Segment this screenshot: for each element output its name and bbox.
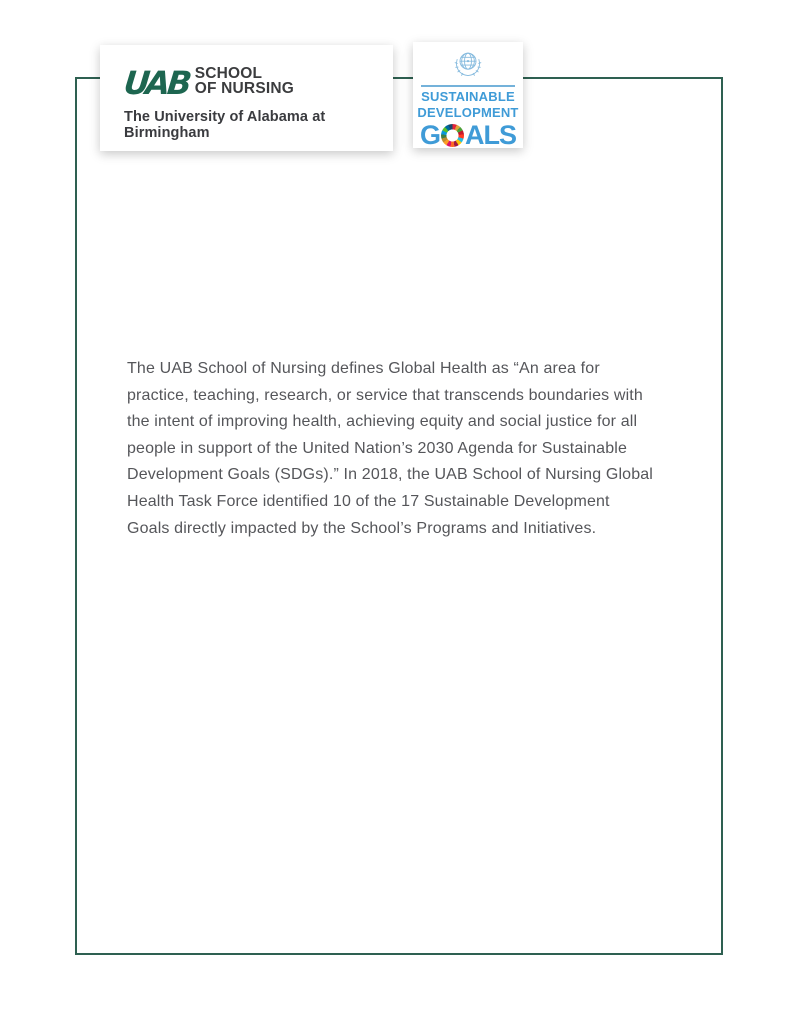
- uab-school-of-nursing-logo: [100, 45, 393, 151]
- uab-university-name: The University of Alabama at Birmingham: [124, 109, 326, 141]
- uab-monogram-icon: UAB: [122, 64, 191, 102]
- sdg-logo: [413, 42, 523, 148]
- sdg-text-sustainable: SUSTAINABLE: [421, 89, 515, 104]
- sdg-goals-wordmark: [420, 122, 516, 148]
- uab-school-line1: SCHOOL: [194, 65, 263, 82]
- un-emblem-icon: [450, 49, 486, 82]
- paragraph-line: people in support of the United Nation’s 2030 Agenda for Sustainable: [127, 439, 628, 457]
- global-health-definition-paragraph: [127, 356, 653, 542]
- sdg-divider-line: [421, 85, 515, 87]
- sdg-goals-letters-als: ALS: [465, 120, 516, 150]
- paragraph-line: Development Goals (SDGs).” In 2018, the UAB School of Nursing Global: [127, 466, 653, 484]
- sdg-goals-letter-g: G: [419, 120, 440, 150]
- uab-school-wordmark: [195, 67, 294, 96]
- sdg-color-wheel-icon: [441, 124, 464, 147]
- paragraph-line: practice, teaching, research, or service that transcends boundaries with: [127, 386, 643, 404]
- paragraph-line: The UAB School of Nursing defines Global Health as “An area for: [127, 360, 600, 377]
- uab-logo-row: [100, 45, 393, 102]
- sdg-text-development: DEVELOPMENT: [417, 105, 519, 120]
- paragraph-line: Goals directly impacted by the School’s Programs and Initiatives.: [127, 519, 597, 537]
- paragraph-line: Health Task Force identified 10 of the 17 Sustainable Development: [127, 492, 610, 510]
- paragraph-line: the intent of improving health, achieving equity and social justice for all: [127, 413, 638, 431]
- uab-school-line2: OF NURSING: [194, 79, 295, 97]
